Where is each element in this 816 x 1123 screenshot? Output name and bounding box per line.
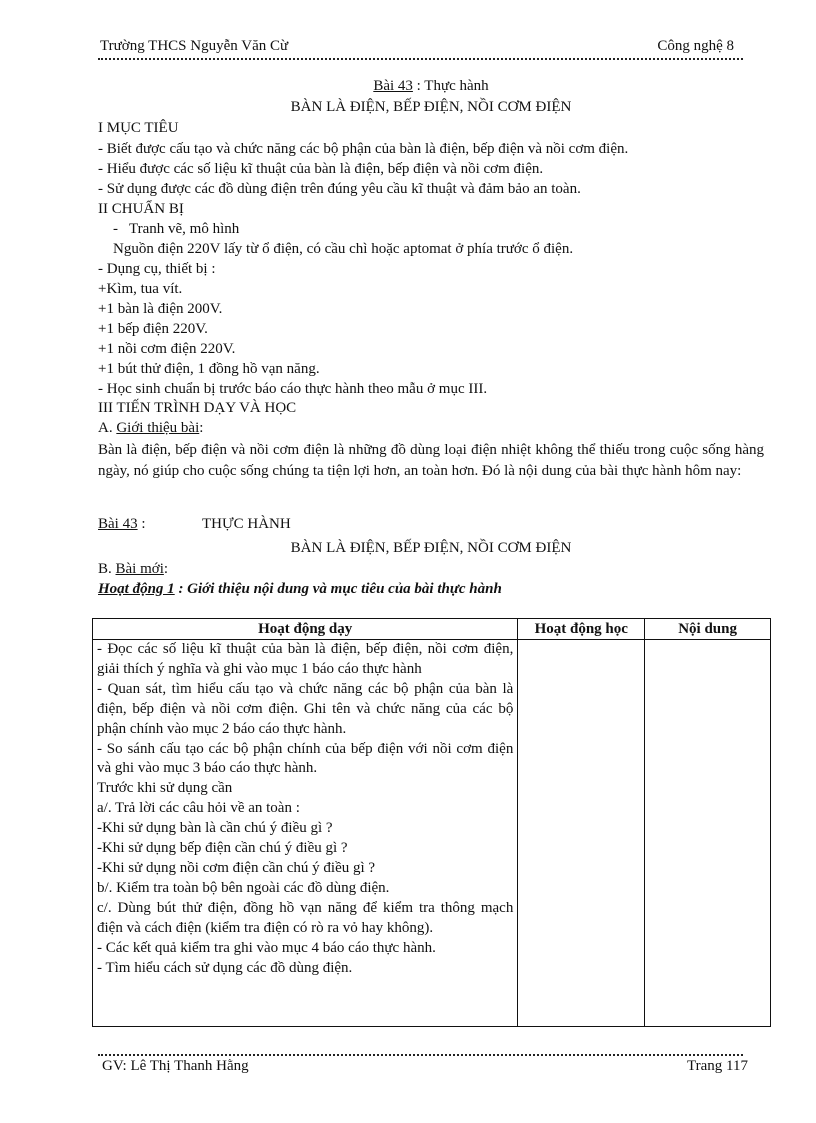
table-header-row — [93, 619, 771, 640]
objective-item: - Hiểu được các số liệu kĩ thuật của bàn là điện, bếp điện và nồi cơm điện. — [98, 161, 544, 177]
new-lesson-label: Bài mới — [115, 561, 164, 577]
prep-item: Nguồn điện 220V lấy từ ổ điện, có cầu chì hoặc aptomat ở phía trước ổ điện. — [98, 241, 574, 257]
teaching-cell — [93, 640, 518, 1027]
prep-item: +Kìm, tua vít. — [98, 281, 183, 297]
prep-item: +1 bàn là điện 200V. — [98, 301, 223, 317]
lesson2-heading: THỰC HÀNH — [202, 516, 291, 532]
teaching-line: - Quan sát, tìm hiểu cấu tạo và chức năng các bộ phận của bàn là điện, bếp điện và nồi cơm điện. Ghi tên và chức năng của các bộ phận chính vào mục 2 báo cáo thực hành. — [97, 680, 514, 737]
footer-divider — [98, 1054, 743, 1056]
teaching-line: - Đọc các số liệu kĩ thuật của bàn là điện, bếp điện, nồi cơm điện, giải thích ý nghĩa và ghi vào mục 1 báo cáo thực hành — [97, 641, 514, 677]
intro-paragraph: Bàn là điện, bếp điện và nồi cơm điện là những đồ dùng loại điện nhiệt không thể thiếu trong cuộc sống hàng ngày, nó giúp cho cuộc sống chúng ta tiện lợi hơn, an toàn hơn. Đó là nội dung của bài thực hành hôm nay: — [98, 442, 764, 479]
teaching-line: c/. Dùng bút thử điện, đồng hồ vạn năng để kiểm tra thông mạch điện và cách điện (kiểm tra điện có rò ra vỏ hay không). — [97, 899, 514, 936]
lesson-number-label: Bài 43 — [373, 78, 413, 94]
new-lesson-suffix: : — [163, 561, 169, 577]
teaching-line: -Khi sử dụng bàn là cần chú ý điều gì ? — [97, 820, 333, 837]
content-cell — [645, 640, 771, 1027]
objective-item: - Sử dụng được các đồ dùng điện trên đúng yêu cầu kĩ thuật và đảm bảo an toàn. — [98, 181, 581, 197]
teaching-line: -Khi sử dụng bếp điện cần chú ý điều gì ? — [97, 840, 348, 857]
section1-heading: I MỤC TIÊU — [98, 120, 179, 136]
teaching-line: a/. Trả lời các câu hỏi về an toàn : — [97, 800, 300, 817]
lesson2-number — [98, 516, 146, 533]
activity-table — [92, 618, 771, 1027]
objective-item: - Biết được cấu tạo và chức năng các bộ phận của bàn là điện, bếp điện và nồi cơm điện. — [98, 141, 629, 157]
footer-page: Trang 117 — [687, 1058, 748, 1074]
activity-label: Hoạt động 1 — [98, 581, 175, 597]
prep-item: - Tranh vẽ, mô hình — [98, 221, 240, 237]
intro-label: Giới thiệu bài — [116, 420, 200, 436]
lesson2-title: BÀN LÀ ĐIỆN, BẾP ĐIỆN, NỒI CƠM ĐIỆN — [290, 540, 572, 556]
intro-suffix: : — [199, 420, 204, 436]
footer-teacher: GV: Lê Thị Thanh Hằng — [102, 1058, 249, 1074]
header-divider — [98, 58, 743, 60]
new-lesson-heading — [98, 561, 168, 578]
table-header-teaching: Hoạt động dạy — [93, 619, 518, 640]
table-row — [93, 640, 771, 1027]
section2-heading: II CHUẨN BỊ — [98, 201, 184, 217]
teaching-line: Trước khi sử dụng cần — [97, 780, 233, 797]
lesson-title: BÀN LÀ ĐIỆN, BẾP ĐIỆN, NỒI CƠM ĐIỆN — [290, 99, 572, 115]
lesson2-label-sep: : — [137, 516, 146, 532]
table-header-content: Nội dung — [645, 619, 771, 640]
prep-item: +1 bút thử điện, 1 đồng hồ vạn năng. — [98, 361, 320, 377]
teaching-line: - So sánh cấu tạo các bộ phận chính của bếp điện với nồi cơm điện và ghi vào mục 3 báo cáo thực hành. — [97, 740, 514, 777]
prep-item: +1 bếp điện 220V. — [98, 321, 208, 337]
new-lesson-prefix: B. — [98, 561, 116, 577]
header-school: Trường THCS Nguyễn Văn Cừ — [100, 38, 289, 54]
header-subject: Công nghệ 8 — [657, 38, 734, 54]
lesson-number-suffix: : Thực hành — [412, 78, 489, 94]
intro-prefix: A. — [98, 420, 117, 436]
teaching-line: - Tìm hiểu cách sử dụng các đồ dùng điện. — [97, 959, 353, 976]
teaching-line: - Các kết quả kiểm tra ghi vào mục 4 báo cáo thực hành. — [97, 939, 436, 956]
section3-heading: III TIẾN TRÌNH DẠY VÀ HỌC — [98, 400, 297, 416]
teaching-line: -Khi sử dụng nồi cơm điện cần chú ý điều gì ? — [97, 859, 376, 876]
lesson-number — [98, 78, 764, 95]
learning-cell — [518, 640, 645, 1027]
prep-item: - Học sinh chuẩn bị trước báo cáo thực hành theo mẫu ở mục III. — [98, 381, 488, 397]
activity-title: : Giới thiệu nội dung và mục tiêu của bài thực hành — [174, 581, 502, 597]
prep-item: - Dụng cụ, thiết bị : — [98, 261, 216, 277]
lesson2-number-label: Bài 43 — [98, 516, 138, 532]
table-header-learning: Hoạt động học — [518, 619, 645, 640]
teaching-line: b/. Kiểm tra toàn bộ bên ngoài các đồ dùng điện. — [97, 879, 390, 896]
prep-item: +1 nồi cơm điện 220V. — [98, 341, 236, 357]
activity-heading — [98, 581, 502, 598]
intro-heading — [98, 420, 203, 437]
